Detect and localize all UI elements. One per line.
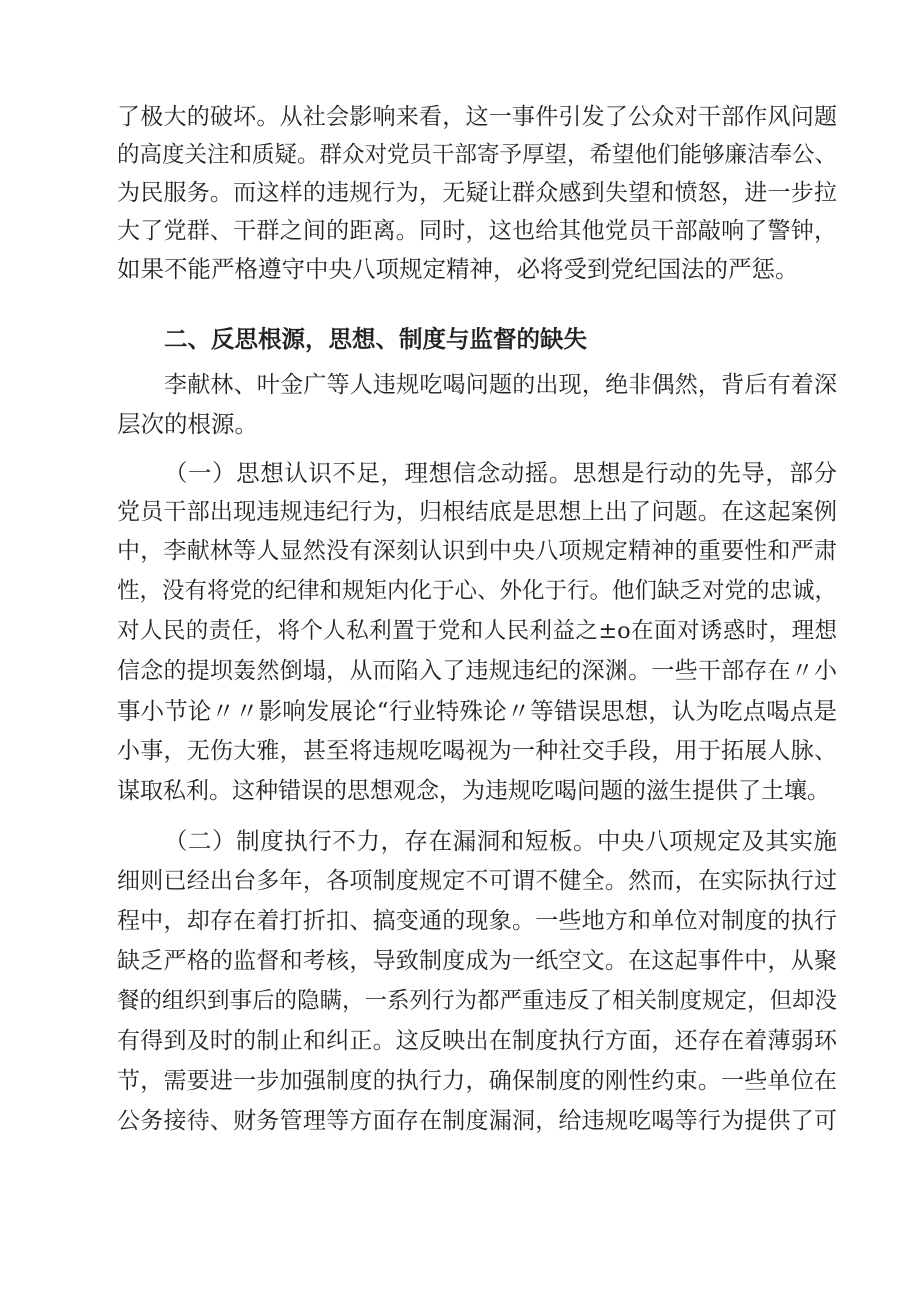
- paragraph-line: 公务接待、财务管理等方面存在制度漏洞，给违规吃喝等行为提供了可: [117, 1108, 837, 1134]
- paragraph-line: 为民服务。而这样的违规行为，无疑让群众感到失望和愤怒，进一步拉: [117, 180, 837, 206]
- paragraph-line: 李献林、叶金广等人违规吃喝问题的出现，绝非偶然，背后有着深: [164, 372, 837, 398]
- paragraph-line: 餐的组织到事后的隐瞒，一系列行为都严重违反了相关制度规定，但却没: [117, 988, 838, 1014]
- paragraph-line: 节，需要进一步加强制度的执行力，确保制度的刚性约束。一些单位在: [117, 1068, 837, 1094]
- paragraph-line: 了极大的破坏。从社会影响来看，这一事件引发了公众对干部作风问题: [117, 104, 837, 130]
- paragraph-line: 对人民的责任，将个人私利置于党和人民利益之±o在面对诱惑时，理想: [117, 618, 837, 644]
- paragraph-line: 小事，无伤大雅，甚至将违规吃喝视为一种社交手段，用于拓展人脉、: [117, 738, 837, 764]
- paragraph-line: 缺乏严格的监督和考核，导致制度成为一纸空文。在这起事件中，从聚: [117, 948, 837, 974]
- paragraph-line: 大了党群、干群之间的距离。同时，这也给其他党员干部敲响了警钟，: [117, 218, 837, 244]
- paragraph-line: 有得到及时的制止和纠正。这反映出在制度执行方面，还存在着薄弱环: [117, 1028, 837, 1054]
- paragraph-line: 如果不能严格遵守中央八项规定精神，必将受到党纪国法的严惩。: [117, 255, 799, 283]
- paragraph-line: 程中，却存在着打折扣、搞变通的现象。一些地方和单位对制度的执行: [117, 908, 837, 934]
- paragraph-line: （一）思想认识不足，理想信念动摇。思想是行动的先导，部分: [164, 459, 837, 487]
- paragraph-line: 信念的提坝轰然倒塌，从而陷入了违规违纪的深渊。一些干部存在〃小: [117, 658, 837, 684]
- paragraph-line: 层次的根源。: [117, 410, 258, 438]
- paragraph-line: 细则已经出台多年，各项制度规定不可谓不健全。然而，在实际执行过: [117, 868, 837, 894]
- paragraph-line: （二）制度执行不力，存在漏洞和短板。中央八项规定及其实施: [164, 827, 837, 855]
- section-heading: 二、反思根源，思想、制度与监督的缺失: [164, 325, 587, 353]
- paragraph-line: 谋取私利。这种错误的思想观念，为违规吃喝问题的滋生提供了土壤。: [117, 778, 830, 804]
- paragraph-line: 的高度关注和质疑。群众对党员干部寄予厚望，希望他们能够廉洁奉公、: [117, 142, 838, 168]
- paragraph-line: 中，李献林等人显然没有深刻认识到中央八项规定精神的重要性和严肃: [117, 538, 837, 564]
- paragraph-line: 事小节论〃〃影响发展论“行业特殊论〃等错误思想，认为吃点喝点是: [117, 697, 837, 725]
- paragraph-line: 性，没有将党的纪律和规矩内化于心、外化于行。他们缺乏对党的忠诚，: [117, 578, 838, 604]
- paragraph-line: 党员干部出现违规违纪行为，归根结底是思想上出了问题。在这起案例: [117, 499, 837, 525]
